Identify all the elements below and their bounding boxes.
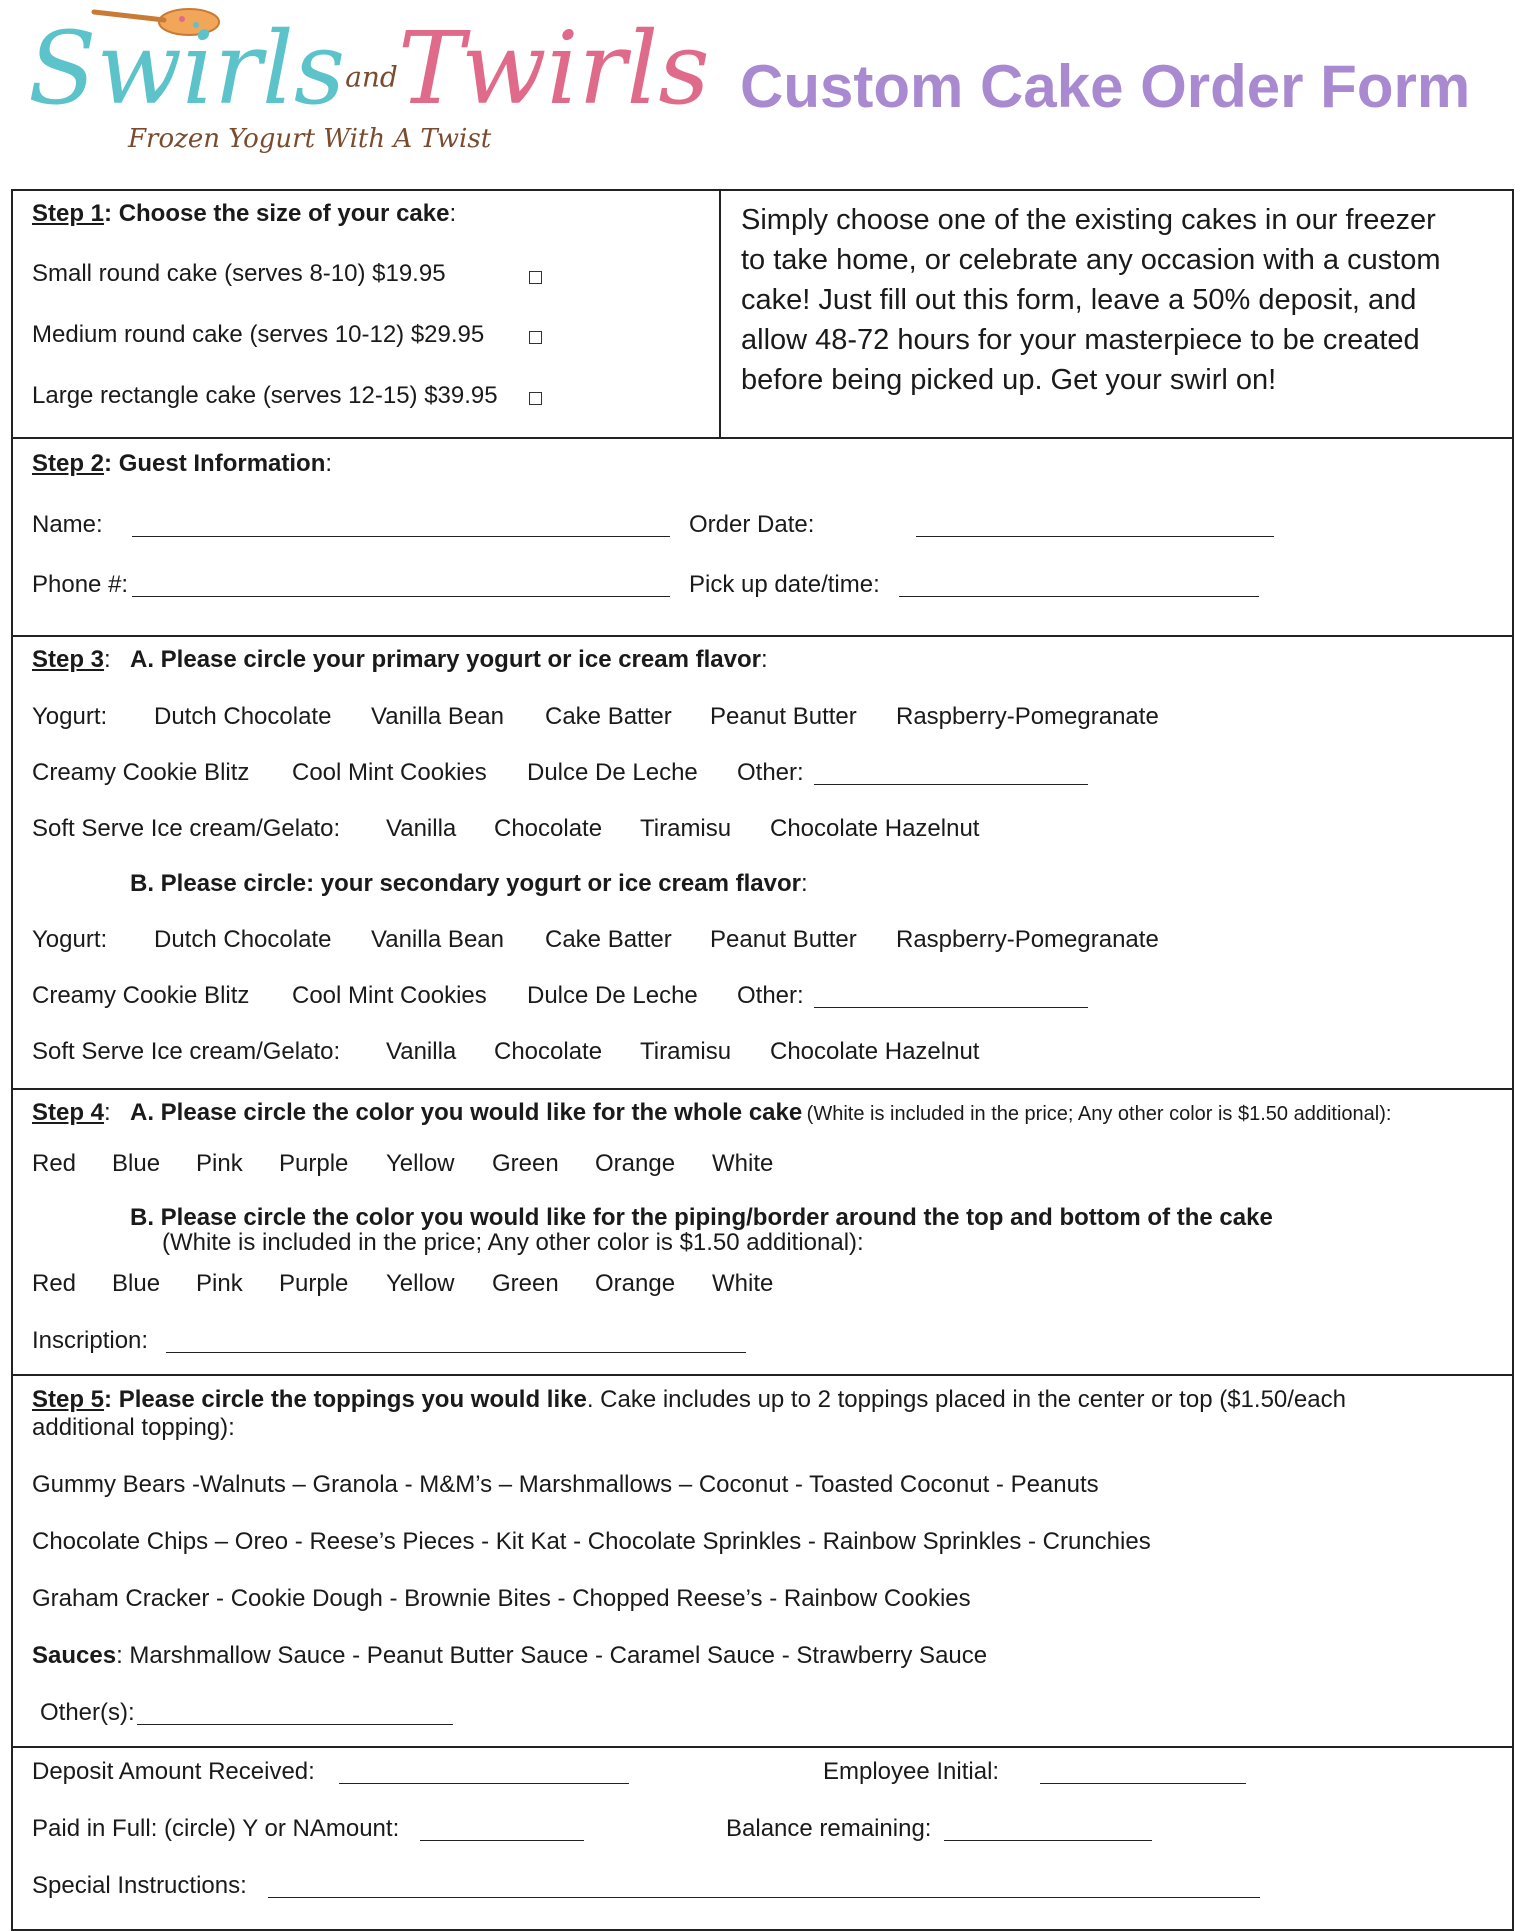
flavor-option[interactable]: Vanilla [386, 815, 457, 842]
size-checkbox-medium[interactable] [529, 331, 542, 344]
toppings-line-1[interactable]: Gummy Bears -Walnuts – Granola - M&M’s – Marshmallows – Coconut - Toasted Coconut - Peanuts [32, 1471, 1099, 1498]
step2-heading [32, 450, 332, 478]
color-option[interactable]: Green [492, 1270, 559, 1297]
size-option-large[interactable] [32, 382, 498, 410]
color-option[interactable]: White [712, 1270, 774, 1297]
step2-heading-text: : Guest Information [104, 450, 326, 477]
toppings-line-3[interactable]: Graham Cracker - Cookie Dough - Brownie Bites - Chopped Reese’s - Rainbow Cookies [32, 1585, 971, 1612]
flavor-option[interactable]: Dutch Chocolate [154, 703, 332, 730]
step1-label: Step 1 [32, 200, 105, 227]
size-option-label: Medium round cake (serves 10-12) $29.95 [32, 321, 485, 348]
special-field[interactable] [268, 1877, 1260, 1898]
step3-heading-a [32, 646, 111, 674]
size-option-label: Large rectangle cake (serves 12-15) $39.95 [32, 382, 498, 409]
step4-b-prefix: B. [130, 1204, 154, 1231]
paid-label: Paid in Full: (circle) Y or NAmount: [32, 1815, 400, 1842]
size-checkbox-large[interactable] [529, 392, 542, 405]
step1-colon: : [449, 200, 457, 227]
flavor-option[interactable]: Peanut Butter [710, 703, 857, 730]
step1-heading-text: : Choose the size of your cake [104, 200, 450, 227]
page-title: Custom Cake Order Form [740, 53, 1471, 120]
step2-colon: : [325, 450, 333, 477]
color-option[interactable]: Green [492, 1150, 559, 1177]
inscription-label: Inscription: [32, 1327, 149, 1354]
logo-word-and: and [345, 60, 398, 94]
step3-primary-title [130, 646, 768, 674]
step4-note-b: (White is included in the price; Any other color is $1.50 additional): [162, 1229, 864, 1256]
step4-heading [32, 1099, 111, 1127]
logo [24, 0, 710, 170]
intro-line: Simply choose one of the existing cakes in our freezer [741, 204, 1436, 236]
balance-field[interactable] [944, 1820, 1152, 1841]
step5-heading-text: : Please circle the toppings you would like [104, 1386, 587, 1413]
name-field[interactable] [132, 516, 670, 537]
other-flavor-field[interactable] [814, 987, 1088, 1008]
flavor-option[interactable]: Raspberry-Pomegranate [896, 703, 1159, 730]
flavor-option[interactable]: Chocolate Hazelnut [770, 815, 980, 842]
intro-line: allow 48-72 hours for your masterpiece to be created [741, 324, 1420, 356]
step5-desc-cont: additional topping): [32, 1414, 235, 1441]
soft-serve-label: Soft Serve Ice cream/Gelato: [32, 1038, 341, 1065]
logo-tagline: Frozen Yogurt With A Twist [128, 124, 492, 154]
color-option[interactable]: Pink [196, 1270, 243, 1297]
sauces-label: Sauces [32, 1642, 117, 1669]
pickup-label: Pick up date/time: [689, 571, 880, 598]
intro-line: to take home, or celebrate any occasion with a custom [741, 244, 1441, 276]
divider-after-step1 [11, 437, 1514, 439]
intro-line: before being picked up. Get your swirl on! [741, 364, 1277, 396]
color-option[interactable]: Orange [595, 1150, 676, 1177]
flavor-option[interactable]: Dulce De Leche [527, 759, 698, 786]
yogurt-label: Yogurt: [32, 703, 108, 730]
others-field[interactable] [137, 1704, 453, 1725]
color-option[interactable]: Blue [112, 1150, 161, 1177]
flavor-option[interactable]: Vanilla Bean [371, 703, 504, 730]
other-flavor-label: Other: [737, 982, 804, 1009]
divider-after-step2 [11, 635, 1514, 637]
flavor-option[interactable]: Tiramisu [640, 1038, 732, 1065]
color-option[interactable]: Red [32, 1150, 77, 1177]
step4-label: Step 4 [32, 1099, 105, 1126]
order-date-label: Order Date: [689, 511, 815, 538]
color-row-cake [32, 1150, 792, 1180]
employee-field[interactable] [1040, 1763, 1246, 1784]
name-label: Name: [32, 511, 103, 538]
sauces-line[interactable] [32, 1642, 987, 1670]
deposit-label: Deposit Amount Received: [32, 1758, 315, 1785]
size-option-small[interactable] [32, 260, 446, 288]
size-option-medium[interactable] [32, 321, 484, 349]
balance-label: Balance remaining: [726, 1815, 932, 1842]
flavor-option[interactable]: Chocolate [494, 815, 603, 842]
divider-after-step5 [11, 1746, 1514, 1748]
step3-secondary-colon: : [800, 870, 808, 897]
flavor-option[interactable]: Cool Mint Cookies [292, 759, 487, 786]
intro-text [741, 200, 1441, 400]
step4-heading-a: A. Please circle the color you would like for the whole cake [130, 1099, 803, 1126]
yogurt-label: Yogurt: [32, 926, 108, 953]
color-option[interactable]: Orange [595, 1270, 676, 1297]
logo-word-twirls: Twirls [397, 10, 710, 127]
flavor-option[interactable]: Chocolate [494, 1038, 603, 1065]
pickup-field[interactable] [899, 576, 1259, 597]
flavor-option[interactable]: Raspberry-Pomegranate [896, 926, 1159, 953]
step2-label: Step 2 [32, 450, 105, 477]
step3-primary-heading: A. Please circle your primary yogurt or ice cream flavor [130, 646, 761, 673]
flavor-option[interactable]: Peanut Butter [710, 926, 857, 953]
step3-secondary-heading: B. Please circle: your secondary yogurt or ice cream flavor [130, 870, 801, 897]
step3-colon: : [104, 646, 111, 673]
color-option[interactable]: Blue [112, 1270, 161, 1297]
size-checkbox-small[interactable] [529, 271, 542, 284]
step5-heading [32, 1386, 1346, 1414]
logo-word-swirls: Swirls [28, 10, 346, 127]
step3-primary-colon: : [760, 646, 768, 673]
flavor-option[interactable]: Cake Batter [545, 926, 672, 953]
divider-after-step3 [11, 1088, 1514, 1090]
step4-note-a: (White is included in the price; Any other color is $1.50 additional): [806, 1103, 1392, 1125]
step5-desc: . Cake includes up to 2 toppings placed in the center or top ($1.50/each [586, 1386, 1346, 1413]
color-option[interactable]: Yellow [386, 1150, 455, 1177]
step4-heading-b: Please circle the color you would like for the piping/border around the top and bottom of the cake [160, 1204, 1273, 1231]
phone-field[interactable] [132, 576, 670, 597]
flavor-option[interactable]: Dutch Chocolate [154, 926, 332, 953]
flavor-option[interactable]: Chocolate Hazelnut [770, 1038, 980, 1065]
color-option[interactable]: White [712, 1150, 774, 1177]
flavor-option[interactable]: Cool Mint Cookies [292, 982, 487, 1009]
inscription-field[interactable] [166, 1332, 746, 1353]
flavor-option[interactable]: Vanilla [386, 1038, 457, 1065]
other-flavor-field[interactable] [814, 764, 1088, 785]
divider-after-step4 [11, 1374, 1514, 1376]
flavor-option[interactable]: Cake Batter [545, 703, 672, 730]
divider-step1-vertical [719, 189, 721, 439]
employee-label: Employee Initial: [823, 1758, 1000, 1785]
step5-label: Step 5 [32, 1386, 105, 1413]
deposit-field[interactable] [339, 1763, 629, 1784]
step3-label: Step 3 [32, 646, 105, 673]
color-option[interactable]: Yellow [386, 1270, 455, 1297]
flavor-option[interactable]: Vanilla Bean [371, 926, 504, 953]
order-date-field[interactable] [916, 516, 1274, 537]
sauces-list: : Marshmallow Sauce - Peanut Butter Sauce - Caramel Sauce - Strawberry Sauce [116, 1642, 988, 1669]
step4-title-b [130, 1204, 1273, 1232]
step1-heading [32, 200, 456, 228]
other-flavor-label: Other: [737, 759, 804, 786]
color-option[interactable]: Purple [279, 1270, 349, 1297]
flavor-option[interactable]: Creamy Cookie Blitz [32, 982, 250, 1009]
toppings-line-2[interactable]: Chocolate Chips – Oreo - Reese’s Pieces - Kit Kat - Chocolate Sprinkles - Rainbow Sprinkles - Crunchies [32, 1528, 1151, 1555]
amount-field[interactable] [420, 1820, 584, 1841]
special-label: Special Instructions: [32, 1872, 247, 1899]
color-row-piping [32, 1270, 792, 1300]
step4-title-a [130, 1099, 1391, 1130]
step4-colon: : [104, 1099, 111, 1126]
step3-secondary-title [130, 870, 808, 898]
flavor-option[interactable]: Dulce De Leche [527, 982, 698, 1009]
color-option[interactable]: Pink [196, 1150, 243, 1177]
color-option[interactable]: Red [32, 1270, 77, 1297]
color-option[interactable]: Purple [279, 1150, 349, 1177]
soft-serve-label: Soft Serve Ice cream/Gelato: [32, 815, 341, 842]
size-option-label: Small round cake (serves 8-10) $19.95 [32, 260, 446, 287]
flavor-option[interactable]: Creamy Cookie Blitz [32, 759, 250, 786]
others-label: Other(s): [40, 1699, 135, 1726]
phone-label: Phone #: [32, 571, 129, 598]
intro-line: cake! Just fill out this form, leave a 50% deposit, and [741, 284, 1417, 316]
flavor-option[interactable]: Tiramisu [640, 815, 732, 842]
